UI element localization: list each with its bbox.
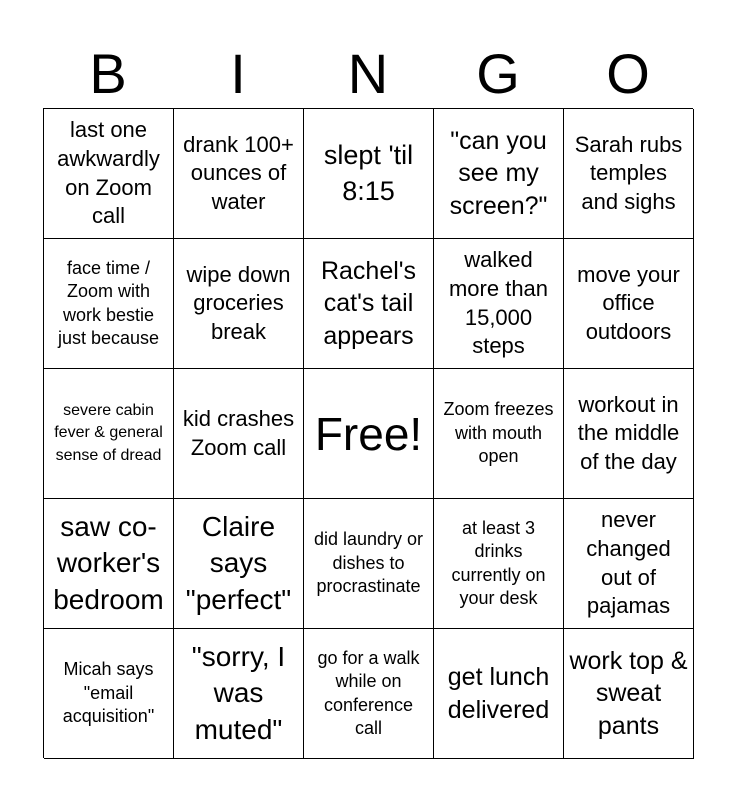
bingo-cell[interactable]	[564, 499, 694, 629]
bingo-cell[interactable]	[564, 629, 694, 759]
cell-text: Rachel's cat's tail appears	[320, 256, 417, 350]
bingo-cell[interactable]	[304, 629, 434, 759]
cell-text: severe cabin fever & general sense of dread	[54, 401, 163, 464]
bingo-header	[43, 40, 693, 108]
bingo-cell[interactable]	[434, 239, 564, 369]
cell-text: did laundry or dishes to procrastinate	[313, 529, 424, 597]
cell-text: work top & sweat pants	[569, 646, 688, 740]
cell-text: saw co-worker's bedroom	[53, 510, 164, 615]
bingo-cell[interactable]	[304, 239, 434, 369]
bingo-cell[interactable]	[564, 109, 694, 239]
bingo-cell[interactable]	[44, 369, 174, 499]
bingo-cell[interactable]	[174, 499, 304, 629]
bingo-cell[interactable]	[434, 109, 564, 239]
cell-text: face time / Zoom with work bestie just because	[57, 257, 160, 348]
bingo-cell[interactable]	[174, 109, 304, 239]
bingo-board	[43, 108, 693, 758]
cell-text: never changed out of pajamas	[586, 507, 671, 619]
bingo-cell[interactable]	[44, 499, 174, 629]
cell-text: move your office outdoors	[577, 261, 680, 344]
free-space-text: Free!	[314, 407, 423, 460]
cell-text: walked more than 15,000 steps	[448, 247, 549, 359]
header-letter-o: O	[606, 42, 650, 105]
cell-text: "can you see my screen?"	[449, 126, 548, 220]
cell-text: kid crashes Zoom call	[182, 405, 295, 460]
bingo-cell[interactable]	[44, 629, 174, 759]
bingo-cell[interactable]	[434, 499, 564, 629]
cell-text: get lunch delivered	[447, 663, 550, 724]
cell-text: "sorry, I was muted"	[191, 640, 286, 745]
cell-text: go for a walk while on conference call	[317, 647, 420, 738]
bingo-cell[interactable]	[174, 369, 304, 499]
bingo-cell[interactable]	[44, 239, 174, 369]
cell-text: last one awkwardly on Zoom call	[57, 117, 160, 229]
header-letter-b: B	[89, 42, 127, 105]
bingo-cell[interactable]	[44, 109, 174, 239]
cell-text: drank 100+ ounces of water	[183, 131, 294, 214]
cell-text: at least 3 drinks currently on your desk	[451, 517, 546, 608]
cell-text: wipe down groceries break	[186, 261, 291, 344]
bingo-cell[interactable]	[564, 239, 694, 369]
bingo-cell[interactable]	[174, 629, 304, 759]
header-letter-g: G	[476, 42, 520, 105]
free-space-cell[interactable]	[304, 369, 434, 499]
cell-text: Zoom freezes with mouth open	[443, 399, 554, 467]
bingo-cell[interactable]	[304, 499, 434, 629]
bingo-cell[interactable]	[434, 369, 564, 499]
cell-text: Micah says "email acquisition"	[62, 659, 155, 727]
bingo-cell[interactable]	[304, 109, 434, 239]
cell-text: Sarah rubs temples and sighs	[574, 131, 683, 214]
cell-text: workout in the middle of the day	[577, 391, 680, 474]
bingo-cell[interactable]	[174, 239, 304, 369]
header-letter-n: N	[347, 42, 389, 105]
header-letter-i: I	[230, 42, 246, 105]
cell-text: slept 'til 8:15	[323, 140, 414, 206]
cell-text: Claire says "perfect"	[185, 510, 292, 615]
bingo-cell[interactable]	[434, 629, 564, 759]
bingo-cell[interactable]	[564, 369, 694, 499]
